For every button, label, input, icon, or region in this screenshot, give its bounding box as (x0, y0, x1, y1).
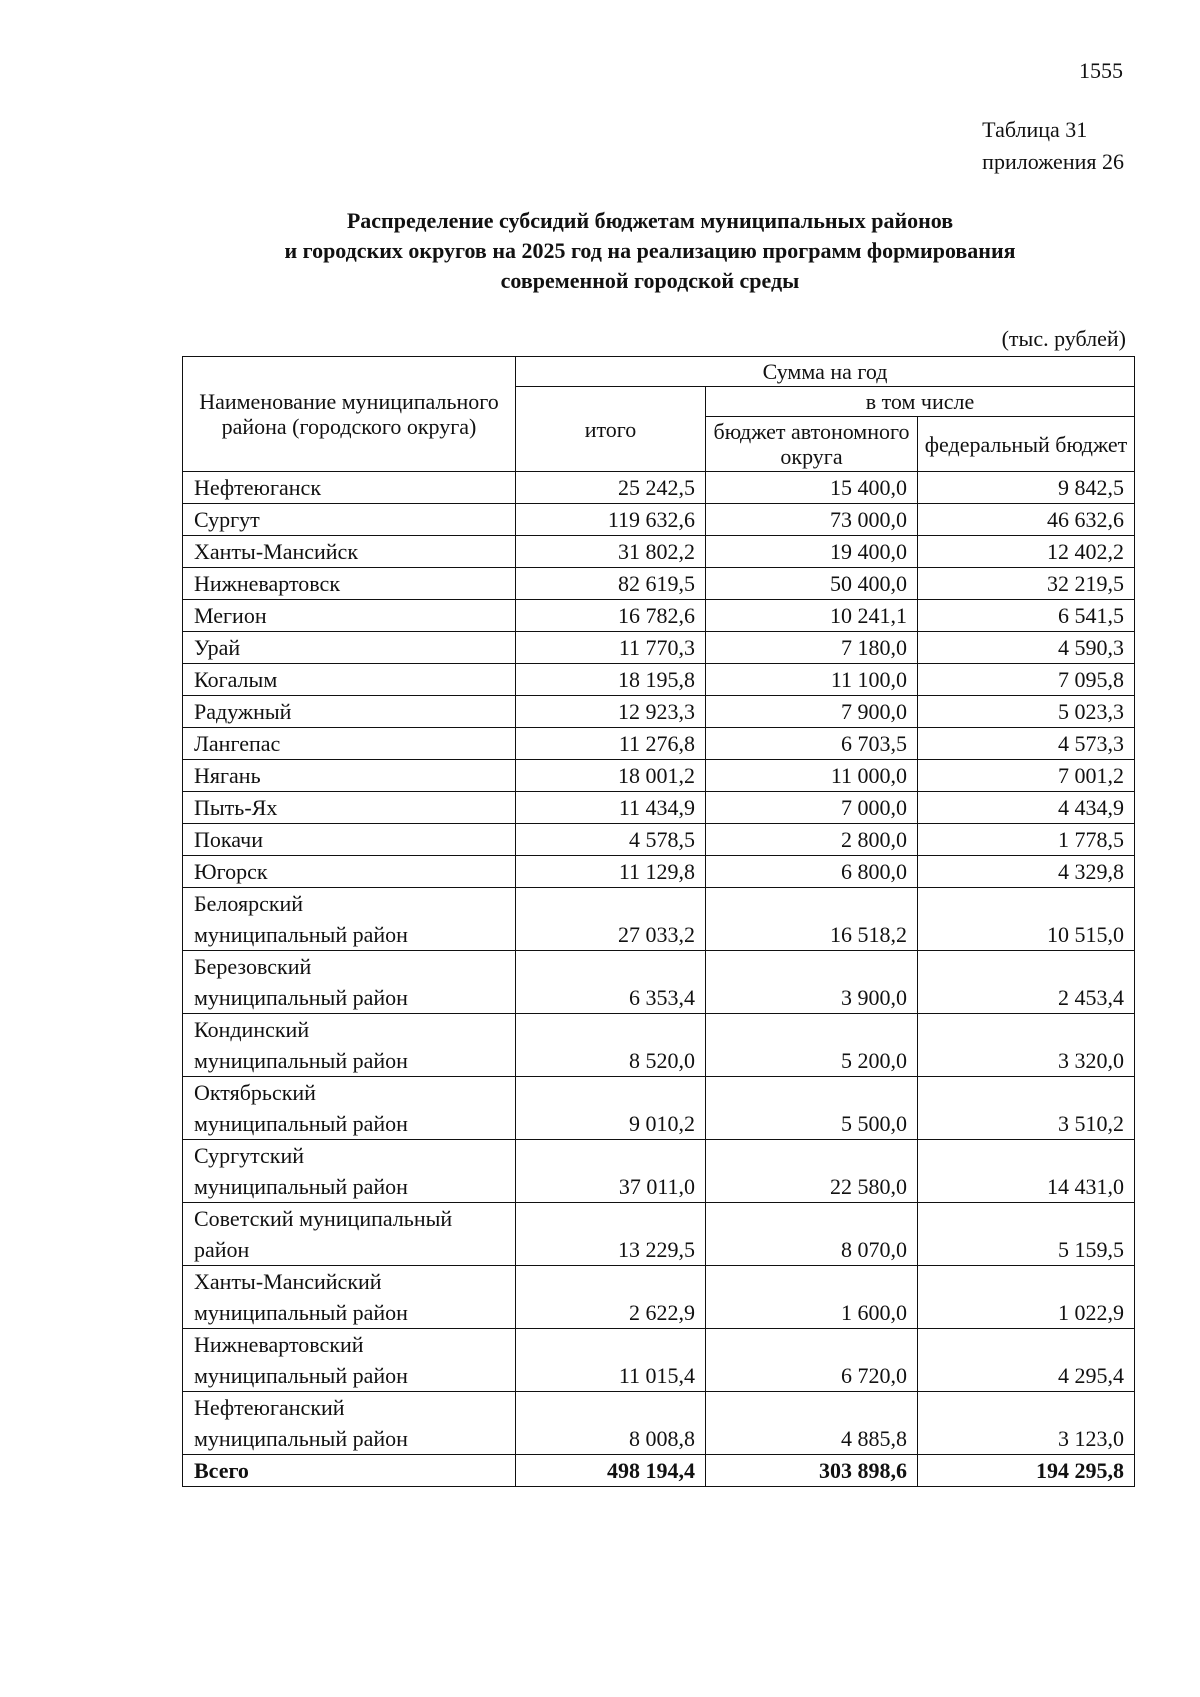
header-total: итого (516, 387, 706, 472)
row-name (183, 824, 516, 856)
total-label: Всего (183, 1455, 516, 1487)
row-federal-budget: 3 510,2 (918, 1077, 1135, 1140)
row-federal-budget: 1 022,9 (918, 1266, 1135, 1329)
table-row (183, 728, 1135, 760)
row-total: 18 001,2 (516, 760, 706, 792)
row-total: 12 923,3 (516, 696, 706, 728)
row-name (183, 760, 516, 792)
row-okrug-budget: 22 580,0 (706, 1140, 918, 1203)
table-body (183, 472, 1135, 1455)
row-okrug-budget: 7 180,0 (706, 632, 918, 664)
row-federal-budget: 10 515,0 (918, 888, 1135, 951)
row-federal-budget: 2 453,4 (918, 951, 1135, 1014)
row-okrug-budget: 10 241,1 (706, 600, 918, 632)
row-name (183, 1392, 516, 1455)
row-name (183, 792, 516, 824)
row-name-line: муниципальный район (194, 1174, 408, 1199)
row-total: 9 010,2 (516, 1077, 706, 1140)
row-name-line: Ханты-Мансийский (194, 1269, 382, 1294)
row-name (183, 888, 516, 951)
row-name-line: муниципальный район (194, 922, 408, 947)
row-okrug-budget: 1 600,0 (706, 1266, 918, 1329)
total-row (183, 1455, 1135, 1487)
row-name-line: Ханты-Мансийск (194, 539, 359, 564)
document-title (170, 206, 1130, 296)
row-federal-budget: 4 590,3 (918, 632, 1135, 664)
row-okrug-budget: 7 000,0 (706, 792, 918, 824)
table-row (183, 1014, 1135, 1077)
table-row (183, 856, 1135, 888)
title-line3: современной городской среды (500, 268, 800, 293)
row-total: 2 622,9 (516, 1266, 706, 1329)
row-okrug-budget: 15 400,0 (706, 472, 918, 504)
row-name (183, 504, 516, 536)
row-federal-budget: 4 573,3 (918, 728, 1135, 760)
row-name (183, 728, 516, 760)
row-total: 11 276,8 (516, 728, 706, 760)
row-name-line: Октябрьский (194, 1080, 316, 1105)
table-row (183, 632, 1135, 664)
row-total: 27 033,2 (516, 888, 706, 951)
row-name (183, 856, 516, 888)
table-row (183, 664, 1135, 696)
row-okrug-budget: 73 000,0 (706, 504, 918, 536)
row-name-line: муниципальный район (194, 1363, 408, 1388)
row-total: 4 578,5 (516, 824, 706, 856)
table-ref-line2: приложения 26 (982, 149, 1124, 174)
row-total: 11 015,4 (516, 1329, 706, 1392)
row-okrug-budget: 7 900,0 (706, 696, 918, 728)
row-total: 37 011,0 (516, 1140, 706, 1203)
row-federal-budget: 46 632,6 (918, 504, 1135, 536)
row-name-line: муниципальный район (194, 1048, 408, 1073)
row-name-line: Кондинский (194, 1017, 310, 1042)
row-name-line: Мегион (194, 603, 267, 628)
table-row (183, 1392, 1135, 1455)
row-total: 16 782,6 (516, 600, 706, 632)
total-okrug: 303 898,6 (706, 1455, 918, 1487)
row-name (183, 600, 516, 632)
row-name-line: Белоярский (194, 891, 304, 916)
row-total: 6 353,4 (516, 951, 706, 1014)
row-total: 82 619,5 (516, 568, 706, 600)
row-name-line: Нефтеюганский (194, 1395, 345, 1420)
row-name (183, 1203, 516, 1266)
row-federal-budget: 32 219,5 (918, 568, 1135, 600)
row-okrug-budget: 6 720,0 (706, 1329, 918, 1392)
row-okrug-budget: 3 900,0 (706, 951, 918, 1014)
row-okrug-budget: 4 885,8 (706, 1392, 918, 1455)
row-federal-budget: 14 431,0 (918, 1140, 1135, 1203)
row-okrug-budget: 6 703,5 (706, 728, 918, 760)
row-okrug-budget: 2 800,0 (706, 824, 918, 856)
row-name (183, 1329, 516, 1392)
table-row (183, 696, 1135, 728)
row-okrug-budget: 19 400,0 (706, 536, 918, 568)
row-name-line: муниципальный район (194, 1300, 408, 1325)
row-name (183, 1140, 516, 1203)
row-name (183, 568, 516, 600)
header-federal-budget: федеральный бюджет (918, 417, 1135, 472)
row-name-line: муниципальный район (194, 1426, 408, 1451)
row-name-line: муниципальный район (194, 1111, 408, 1136)
row-name (183, 1077, 516, 1140)
unit-note: (тыс. рублей) (1001, 326, 1126, 351)
row-federal-budget: 7 001,2 (918, 760, 1135, 792)
table-row (183, 888, 1135, 951)
row-federal-budget: 1 778,5 (918, 824, 1135, 856)
row-name (183, 1266, 516, 1329)
row-name-line: Покачи (194, 827, 263, 852)
row-name (183, 472, 516, 504)
table-reference (982, 114, 1124, 178)
total-sum: 498 194,4 (516, 1455, 706, 1487)
row-okrug-budget: 5 500,0 (706, 1077, 918, 1140)
table-row (183, 792, 1135, 824)
row-federal-budget: 5 159,5 (918, 1203, 1135, 1266)
row-name (183, 536, 516, 568)
row-total: 119 632,6 (516, 504, 706, 536)
header-okrug-budget: бюджет автономного округа (706, 417, 918, 472)
row-total: 11 129,8 (516, 856, 706, 888)
row-name-line: район (194, 1237, 250, 1262)
row-okrug-budget: 50 400,0 (706, 568, 918, 600)
row-federal-budget: 5 023,3 (918, 696, 1135, 728)
row-name-line: Сургут (194, 507, 260, 532)
row-name (183, 951, 516, 1014)
table-row (183, 536, 1135, 568)
subsidy-table (182, 356, 1135, 1487)
row-federal-budget: 9 842,5 (918, 472, 1135, 504)
row-federal-budget: 4 434,9 (918, 792, 1135, 824)
row-federal-budget: 4 329,8 (918, 856, 1135, 888)
table-row (183, 1077, 1135, 1140)
table-row (183, 504, 1135, 536)
row-name-line: Березовский (194, 954, 312, 979)
row-federal-budget: 4 295,4 (918, 1329, 1135, 1392)
row-name-line: Нижневартовский (194, 1332, 364, 1357)
header-name: Наименование муниципального района (городского округа) (183, 357, 516, 472)
row-name-line: муниципальный район (194, 985, 408, 1010)
row-name (183, 632, 516, 664)
row-total: 11 434,9 (516, 792, 706, 824)
table-row (183, 472, 1135, 504)
table-row (183, 1140, 1135, 1203)
row-name-line: Югорск (194, 859, 268, 884)
row-total: 18 195,8 (516, 664, 706, 696)
row-federal-budget: 3 123,0 (918, 1392, 1135, 1455)
row-name (183, 696, 516, 728)
row-name (183, 664, 516, 696)
row-name-line: Радужный (194, 699, 292, 724)
row-name-line: Советский муниципальный (194, 1206, 453, 1231)
row-name-line: Пыть-Ях (194, 795, 278, 820)
row-name-line: Нефтеюганск (194, 475, 322, 500)
row-okrug-budget: 5 200,0 (706, 1014, 918, 1077)
title-line2: и городских округов на 2025 год на реализацию программ формирования (284, 238, 1016, 263)
row-total: 8 008,8 (516, 1392, 706, 1455)
table-row (183, 1203, 1135, 1266)
row-total: 31 802,2 (516, 536, 706, 568)
row-name-line: Лангепас (194, 731, 281, 756)
row-name-line: Сургутский (194, 1143, 305, 1168)
header-year-sum: Сумма на год (516, 357, 1135, 387)
row-federal-budget: 3 320,0 (918, 1014, 1135, 1077)
row-okrug-budget: 16 518,2 (706, 888, 918, 951)
table-row (183, 600, 1135, 632)
row-federal-budget: 7 095,8 (918, 664, 1135, 696)
total-federal: 194 295,8 (918, 1455, 1135, 1487)
table-row (183, 760, 1135, 792)
page-number: 1555 (1079, 58, 1123, 83)
row-federal-budget: 12 402,2 (918, 536, 1135, 568)
row-name (183, 1014, 516, 1077)
row-name-line: Когалым (194, 667, 278, 692)
row-okrug-budget: 8 070,0 (706, 1203, 918, 1266)
table-row (183, 568, 1135, 600)
row-total: 8 520,0 (516, 1014, 706, 1077)
title-line1: Распределение субсидий бюджетам муниципальных районов (346, 208, 954, 233)
row-okrug-budget: 11 000,0 (706, 760, 918, 792)
row-name-line: Урай (194, 635, 241, 660)
row-total: 13 229,5 (516, 1203, 706, 1266)
row-okrug-budget: 6 800,0 (706, 856, 918, 888)
table-row (183, 1266, 1135, 1329)
row-federal-budget: 6 541,5 (918, 600, 1135, 632)
table-header (183, 357, 1135, 472)
row-name-line: Нижневартовск (194, 571, 341, 596)
table-row (183, 951, 1135, 1014)
table-row (183, 1329, 1135, 1392)
row-total: 25 242,5 (516, 472, 706, 504)
row-name-line: Нягань (194, 763, 261, 788)
header-including: в том числе (706, 387, 1135, 417)
table-row (183, 824, 1135, 856)
row-okrug-budget: 11 100,0 (706, 664, 918, 696)
table-ref-line1: Таблица 31 (982, 117, 1088, 142)
row-total: 11 770,3 (516, 632, 706, 664)
